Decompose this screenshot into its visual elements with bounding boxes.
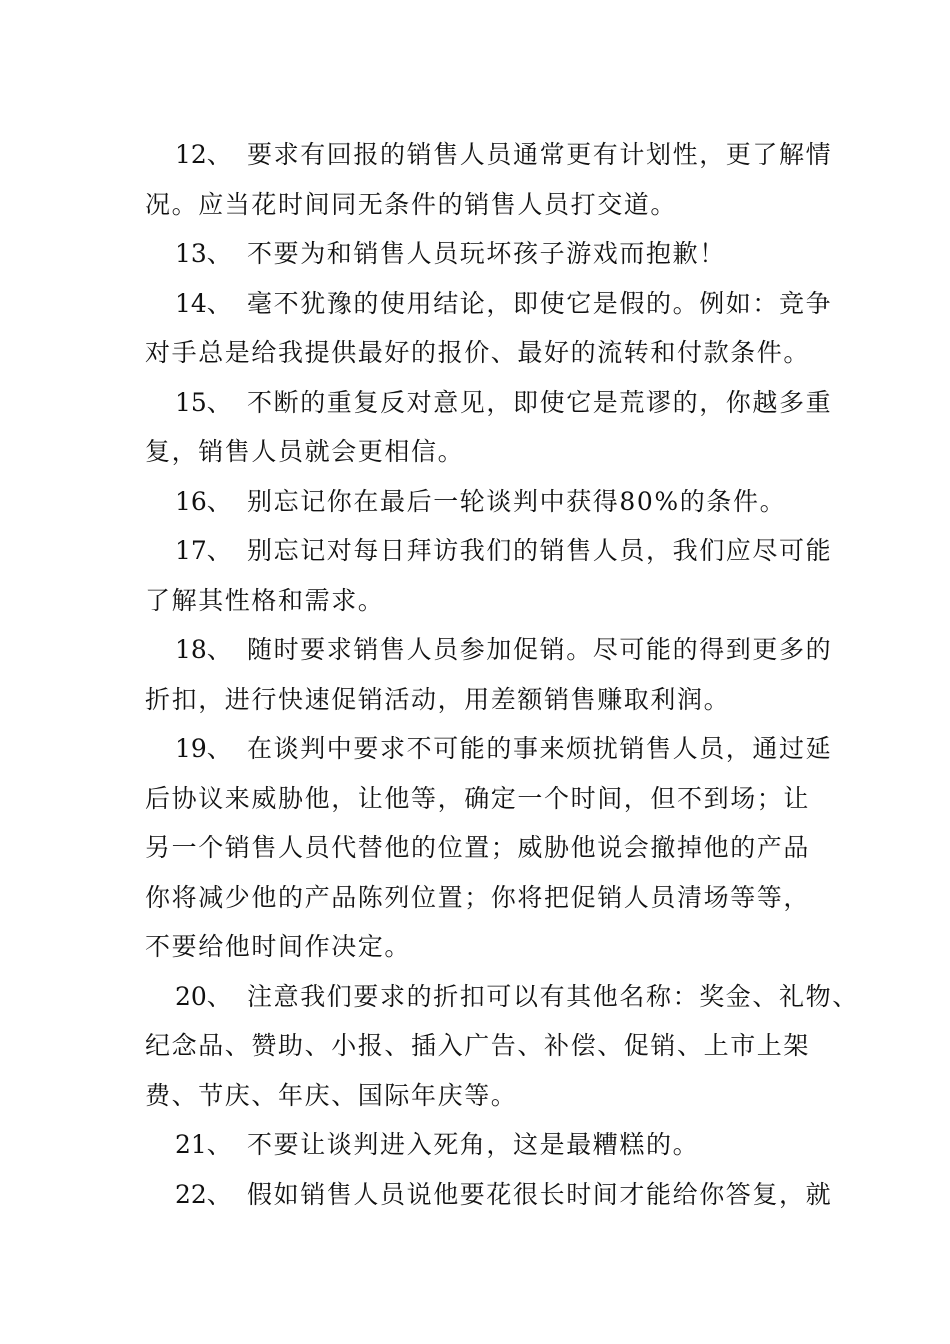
- list-item: [145, 724, 833, 972]
- list-item-continuation-line: 纪念品、赞助、小报、插入广告、补偿、促销、上市上架: [145, 1031, 811, 1060]
- list-item-number: 22、: [175, 1179, 232, 1209]
- list-item: [145, 130, 833, 229]
- list-item-first-line: [145, 229, 825, 279]
- list-item-number: 16、: [175, 486, 232, 516]
- list-item-continuation-line: 对手总是给我提供最好的报价、最好的流转和付款条件。: [145, 338, 811, 367]
- list-item-text: 不断的重复反对意见，即使它是荒谬的，你越多重: [247, 387, 833, 417]
- list-item: [145, 1120, 825, 1170]
- list-item-first-line: [145, 724, 833, 774]
- list-item: [145, 477, 825, 527]
- list-item-first-line: [145, 1170, 833, 1220]
- list-item-first-line: [145, 130, 833, 180]
- list-item-number: 20、: [175, 981, 232, 1011]
- list-item-first-line: [145, 477, 825, 527]
- list-item-first-line: [145, 526, 833, 576]
- list-item-text: 别忘记你在最后一轮谈判中获得80%的条件。: [247, 486, 787, 516]
- list-item-continuation-line: 了解其性格和需求。: [145, 585, 385, 615]
- list-item-number: 14、: [175, 288, 232, 318]
- list-item-number: 13、: [175, 239, 232, 268]
- list-item-continuation-line: 折扣，进行快速促销活动，用差额销售赚取利润。: [145, 684, 731, 714]
- list-item: [145, 972, 859, 1121]
- list-item-text: 假如销售人员说他要花很长时间才能给你答复，就: [247, 1179, 833, 1209]
- list-item-first-line: [145, 378, 833, 428]
- list-item: [145, 378, 833, 477]
- list-item-text: 在谈判中要求不可能的事来烦扰销售人员，通过延: [247, 734, 833, 763]
- list-item-number: 12、: [175, 140, 232, 169]
- list-item-continuation-line: 你将减少他的产品陈列位置；你将把促销人员清场等等，: [145, 882, 811, 912]
- list-item-first-line: [145, 625, 833, 675]
- document-body: [145, 130, 859, 1219]
- list-item-text: 毫不犹豫的使用结论，即使它是假的。例如：竞争: [247, 288, 833, 318]
- list-item-number: 15、: [175, 387, 232, 417]
- list-item-number: 17、: [175, 536, 232, 565]
- list-item: [145, 526, 833, 625]
- list-item-continuation-line: 另一个销售人员代替他的位置；威胁他说会撤掉他的产品: [145, 833, 811, 862]
- list-item-text: 注意我们要求的折扣可以有其他名称：奖金、礼物、: [247, 981, 859, 1011]
- list-item-text: 不要让谈判进入死角，这是最糟糕的。: [247, 1130, 700, 1159]
- list-item: [145, 279, 833, 378]
- list-item-number: 19、: [175, 734, 232, 763]
- list-item-first-line: [145, 1120, 825, 1170]
- list-item: [145, 1170, 833, 1220]
- list-item-text: 不要为和销售人员玩坏孩子游戏而抱歉！: [247, 239, 726, 268]
- list-item-number: 18、: [175, 635, 232, 664]
- list-item-continuation-line: 况。应当花时间同无条件的销售人员打交道。: [145, 189, 678, 219]
- list-item-number: 21、: [175, 1130, 232, 1159]
- list-item-first-line: [145, 972, 859, 1022]
- list-item-continuation-line: 费、节庆、年庆、国际年庆等。: [145, 1080, 518, 1110]
- list-item-text: 随时要求销售人员参加促销。尽可能的得到更多的: [247, 635, 833, 664]
- list-item-text: 要求有回报的销售人员通常更有计划性，更了解情: [247, 140, 833, 169]
- list-item-continuation-line: 复，销售人员就会更相信。: [145, 437, 465, 466]
- list-item: [145, 625, 833, 724]
- list-item-continuation-line: 不要给他时间作决定。: [145, 932, 412, 961]
- list-item-text: 别忘记对每日拜访我们的销售人员，我们应尽可能: [247, 536, 833, 565]
- list-item: [145, 229, 825, 279]
- list-item-first-line: [145, 279, 833, 329]
- list-item-continuation-line: 后协议来威胁他，让他等，确定一个时间，但不到场；让: [145, 783, 811, 813]
